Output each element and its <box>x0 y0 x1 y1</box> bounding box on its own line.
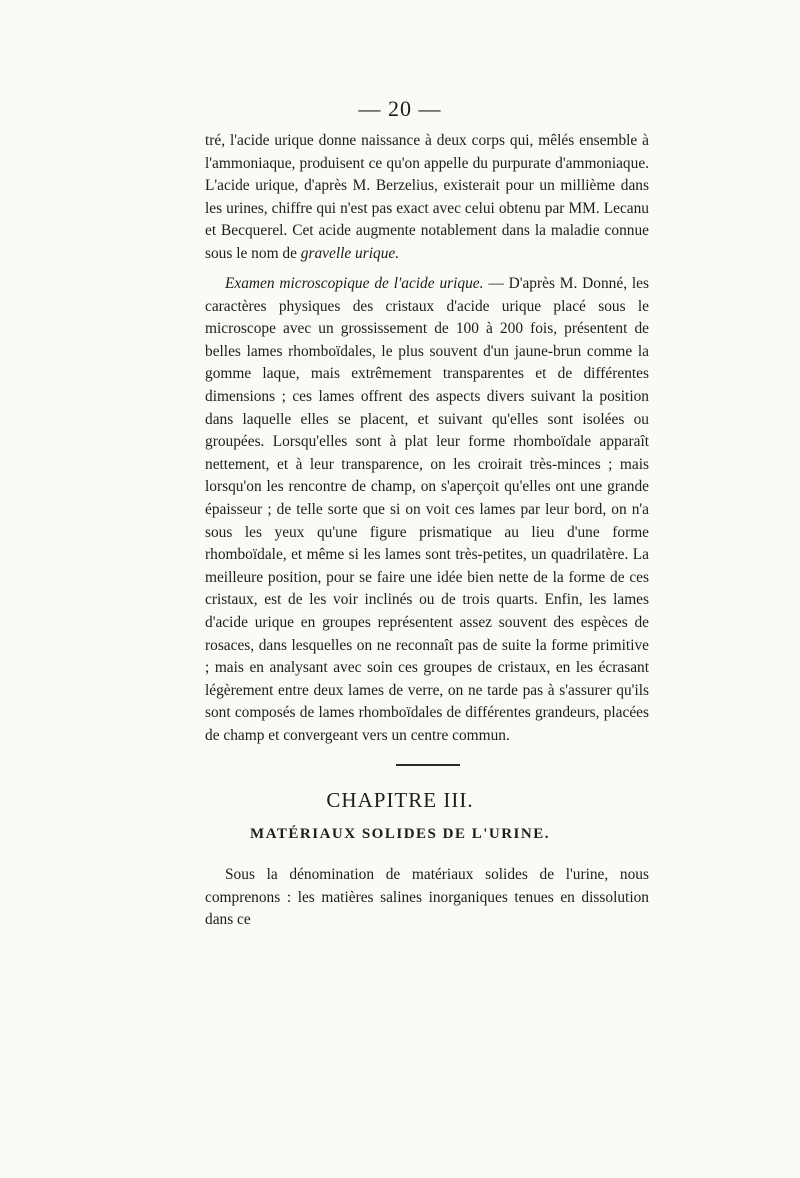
paragraph-chapter-intro <box>205 864 649 932</box>
page-number: — 20 — <box>358 96 442 121</box>
paragraph-2-text: — D'après M. Donné, les caractères physiques des cristaux d'acide urique placé sous le microscope avec un grossissement de 100 à 200 fois, présentent de belles lames rhomboïdales, le plus souvent d'un jaune-brun comme la gomme laque, mais extrêmement transparentes et de différentes dimensions ; ces lames offrent des aspects divers suivant la position dans laquelle elles se placent, et suivant qu'elles sont isolées ou groupées. Lorsqu'elles sont à plat leur forme rhomboïdale apparaît nettement, et à leur transparence, on les croirait très-minces ; mais lorsqu'on les rencontre de champ, on s'aperçoit qu'elles ont une grande épaisseur ; de telle sorte que si on voit ces lames par leur bord, on n'a sous les yeux qu'une figure prismatique au lieu d'une forme rhomboïdale, et même si les lames sont très-petites, un quadrilatère. La meilleure position, pour se faire une idée bien nette de la forme de ces cristaux, est de les voir inclinés ou de trois quarts. Enfin, les lames d'acide urique en groupes représentent assez souvent des espèces de rosaces, dans lesquelles on ne reconnaît pas de suite la forme primitive ; mais en analysant avec soin ces groupes de cristaux, en les écrasant légèrement entre deux lames de verre, on ne tarde pas à s'assurer qu'ils sont composés de lames rhomboïdales de différentes grandeurs, placées de champ et convergeant vers un centre commun. <box>205 275 649 744</box>
section-title: MATÉRIAUX SOLIDES DE L'URINE. <box>250 826 550 842</box>
paragraph-continuation <box>205 130 649 266</box>
chapter-title: CHAPITRE III. <box>326 788 474 812</box>
paragraph-3-text: Sous la dénomination de matériaux solides de l'urine, nous comprenons : les matières salines inorganiques tenues en dissolution dans ce <box>205 866 649 929</box>
paragraph-1-text: tré, l'acide urique donne naissance à deux corps qui, mêlés ensemble à l'ammoniaque, produisent ce qu'on appelle du purpurate d'ammoniaque. L'acide urique, d'après M. Berzelius, existerait pour un millième dans les urines, chiffre qui n'est pas exact avec celui obtenu par MM. Lecanu et Becquerel. Cet acide augmente notablement dans la maladie connue sous le nom de <box>205 132 649 262</box>
paragraph-1-italic-term: gravelle urique. <box>300 244 400 262</box>
paragraph-microscopic-exam <box>205 273 649 747</box>
section-divider-rule <box>396 764 460 766</box>
paragraph-2-italic-heading: Examen microscopique de l'acide urique. <box>225 275 484 292</box>
